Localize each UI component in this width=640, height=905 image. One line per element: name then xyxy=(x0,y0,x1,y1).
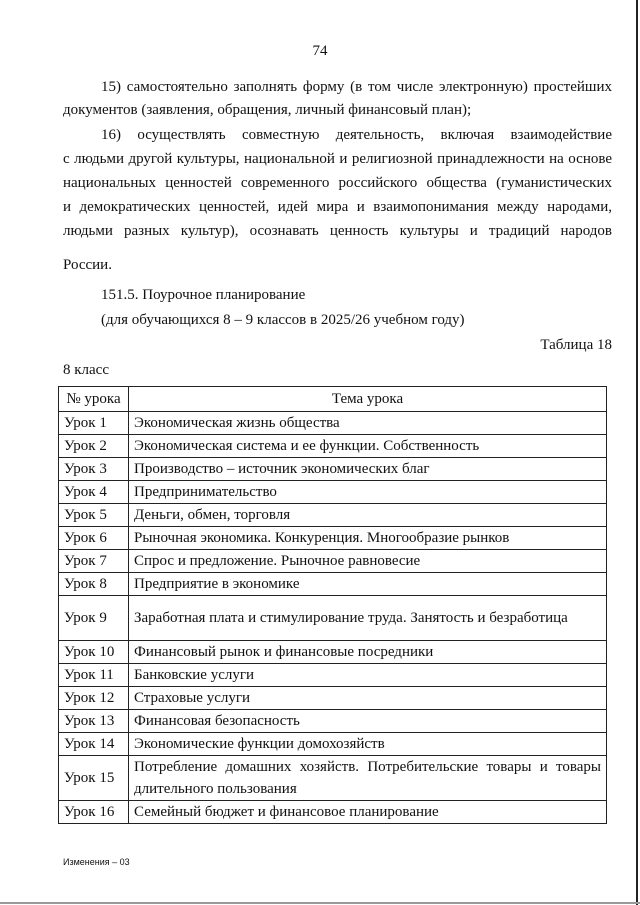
table-row xyxy=(59,527,607,550)
lesson-topic xyxy=(129,756,607,801)
lesson-topic xyxy=(129,641,607,664)
lesson-topic xyxy=(129,733,607,756)
lesson-topic xyxy=(129,458,607,481)
table-row xyxy=(59,550,607,573)
lesson-number: Урок 13 xyxy=(59,710,129,733)
lesson-topic-text: Предпринимательство xyxy=(134,483,277,500)
table-row xyxy=(59,458,607,481)
paragraph-16-line: России. xyxy=(63,257,112,273)
table-row xyxy=(59,504,607,527)
lesson-number: Урок 7 xyxy=(59,550,129,573)
lesson-topic xyxy=(129,481,607,504)
lesson-topic-text: Предприятие в экономике xyxy=(134,575,300,592)
lesson-topic-text: Экономическая жизнь общества xyxy=(134,414,340,431)
lesson-number: Урок 1 xyxy=(59,412,129,435)
lesson-topic-text: Страховые услуги xyxy=(134,689,251,706)
page-edge-right xyxy=(636,0,638,905)
table-header-row xyxy=(59,387,607,412)
lesson-topic-text: Семейный бюджет и финансовое планирование xyxy=(134,803,439,820)
lesson-topic xyxy=(129,596,607,641)
lesson-topic xyxy=(129,801,607,824)
lesson-topic-text: Рыночная экономика. Конкуренция. Многообразие рынков xyxy=(134,529,510,546)
lesson-number: Урок 15 xyxy=(59,756,129,801)
lesson-number: Урок 11 xyxy=(59,664,129,687)
paragraph-15-line: 15) самостоятельно заполнять форму (в том числе электронную) простейших xyxy=(101,79,612,95)
table-row xyxy=(59,573,607,596)
paragraph-16-line: и демократических ценностей, идей мира и взаимопонимания между народами, xyxy=(63,199,612,215)
header-lesson-topic: Тема урока xyxy=(129,387,607,412)
lesson-topic-text: Экономическая система и ее функции. Собственность xyxy=(134,437,480,454)
paragraph-16-line: 16) осуществлять совместную деятельность, включая взаимодействие xyxy=(101,127,612,143)
paragraph-16-line: с людьми другой культуры, национальной и религиозной принадлежности на основе xyxy=(63,151,612,167)
lesson-topic-text: Экономические функции домохозяйств xyxy=(134,735,385,752)
lesson-topic-text: Производство – источник экономических благ xyxy=(134,460,430,477)
section-subtitle: (для обучающихся 8 – 9 классов в 2025/26 учебном году) xyxy=(101,312,465,328)
lesson-topic-text: Заработная плата и стимулирование труда. Занятость и безработица xyxy=(134,610,568,626)
lesson-topic-text: Деньги, обмен, торговля xyxy=(134,506,291,523)
lesson-topic-text: Финансовая безопасность xyxy=(134,712,300,729)
table-row xyxy=(59,687,607,710)
paragraph-16-line: национальных ценностей современного российского общества (гуманистических xyxy=(63,175,612,191)
header-lesson-number: № урока xyxy=(59,387,129,412)
lesson-topic-text: Банковские услуги xyxy=(134,666,255,683)
lesson-number: Урок 8 xyxy=(59,573,129,596)
grade-label: 8 класс xyxy=(63,362,109,378)
table-row xyxy=(59,664,607,687)
lesson-topic-text: Спрос и предложение. Рыночное равновесие xyxy=(134,552,421,569)
lesson-topic-text: Потребление домашних хозяйств. Потребительские товары и товары длительного пользования xyxy=(134,759,601,797)
lesson-number: Урок 16 xyxy=(59,801,129,824)
table-row xyxy=(59,756,607,801)
lesson-topic xyxy=(129,527,607,550)
paragraph-15-line: документов (заявления, обращения, личный финансовый план); xyxy=(63,102,472,118)
lesson-topic xyxy=(129,664,607,687)
table-row xyxy=(59,435,607,458)
lesson-topic xyxy=(129,710,607,733)
footer-revision: Изменения – 03 xyxy=(63,857,130,867)
paragraph-16-line: людьми разных культур), осознавать ценность культуры и традиций народов xyxy=(63,223,612,239)
page-number: 74 xyxy=(312,43,328,59)
lesson-number: Урок 10 xyxy=(59,641,129,664)
page-edge-bottom xyxy=(0,902,640,904)
section-title: 151.5. Поурочное планирование xyxy=(101,287,306,303)
lesson-number: Урок 12 xyxy=(59,687,129,710)
lesson-topic xyxy=(129,687,607,710)
lesson-number: Урок 6 xyxy=(59,527,129,550)
lesson-number: Урок 3 xyxy=(59,458,129,481)
lesson-number: Урок 4 xyxy=(59,481,129,504)
lesson-number: Урок 5 xyxy=(59,504,129,527)
lesson-topic xyxy=(129,550,607,573)
table-row xyxy=(59,801,607,824)
table-label: Таблица 18 xyxy=(540,337,612,353)
lesson-number: Урок 14 xyxy=(59,733,129,756)
lesson-topic xyxy=(129,412,607,435)
lesson-topic xyxy=(129,504,607,527)
table-row xyxy=(59,481,607,504)
lesson-topic xyxy=(129,573,607,596)
lesson-plan-table xyxy=(58,386,607,824)
lesson-number: Урок 9 xyxy=(59,596,129,641)
table-row xyxy=(59,641,607,664)
table-row xyxy=(59,412,607,435)
lesson-topic xyxy=(129,435,607,458)
lesson-number: Урок 2 xyxy=(59,435,129,458)
table-row xyxy=(59,733,607,756)
table-row xyxy=(59,710,607,733)
table-row xyxy=(59,596,607,641)
lesson-topic-text: Финансовый рынок и финансовые посредники xyxy=(134,643,434,660)
